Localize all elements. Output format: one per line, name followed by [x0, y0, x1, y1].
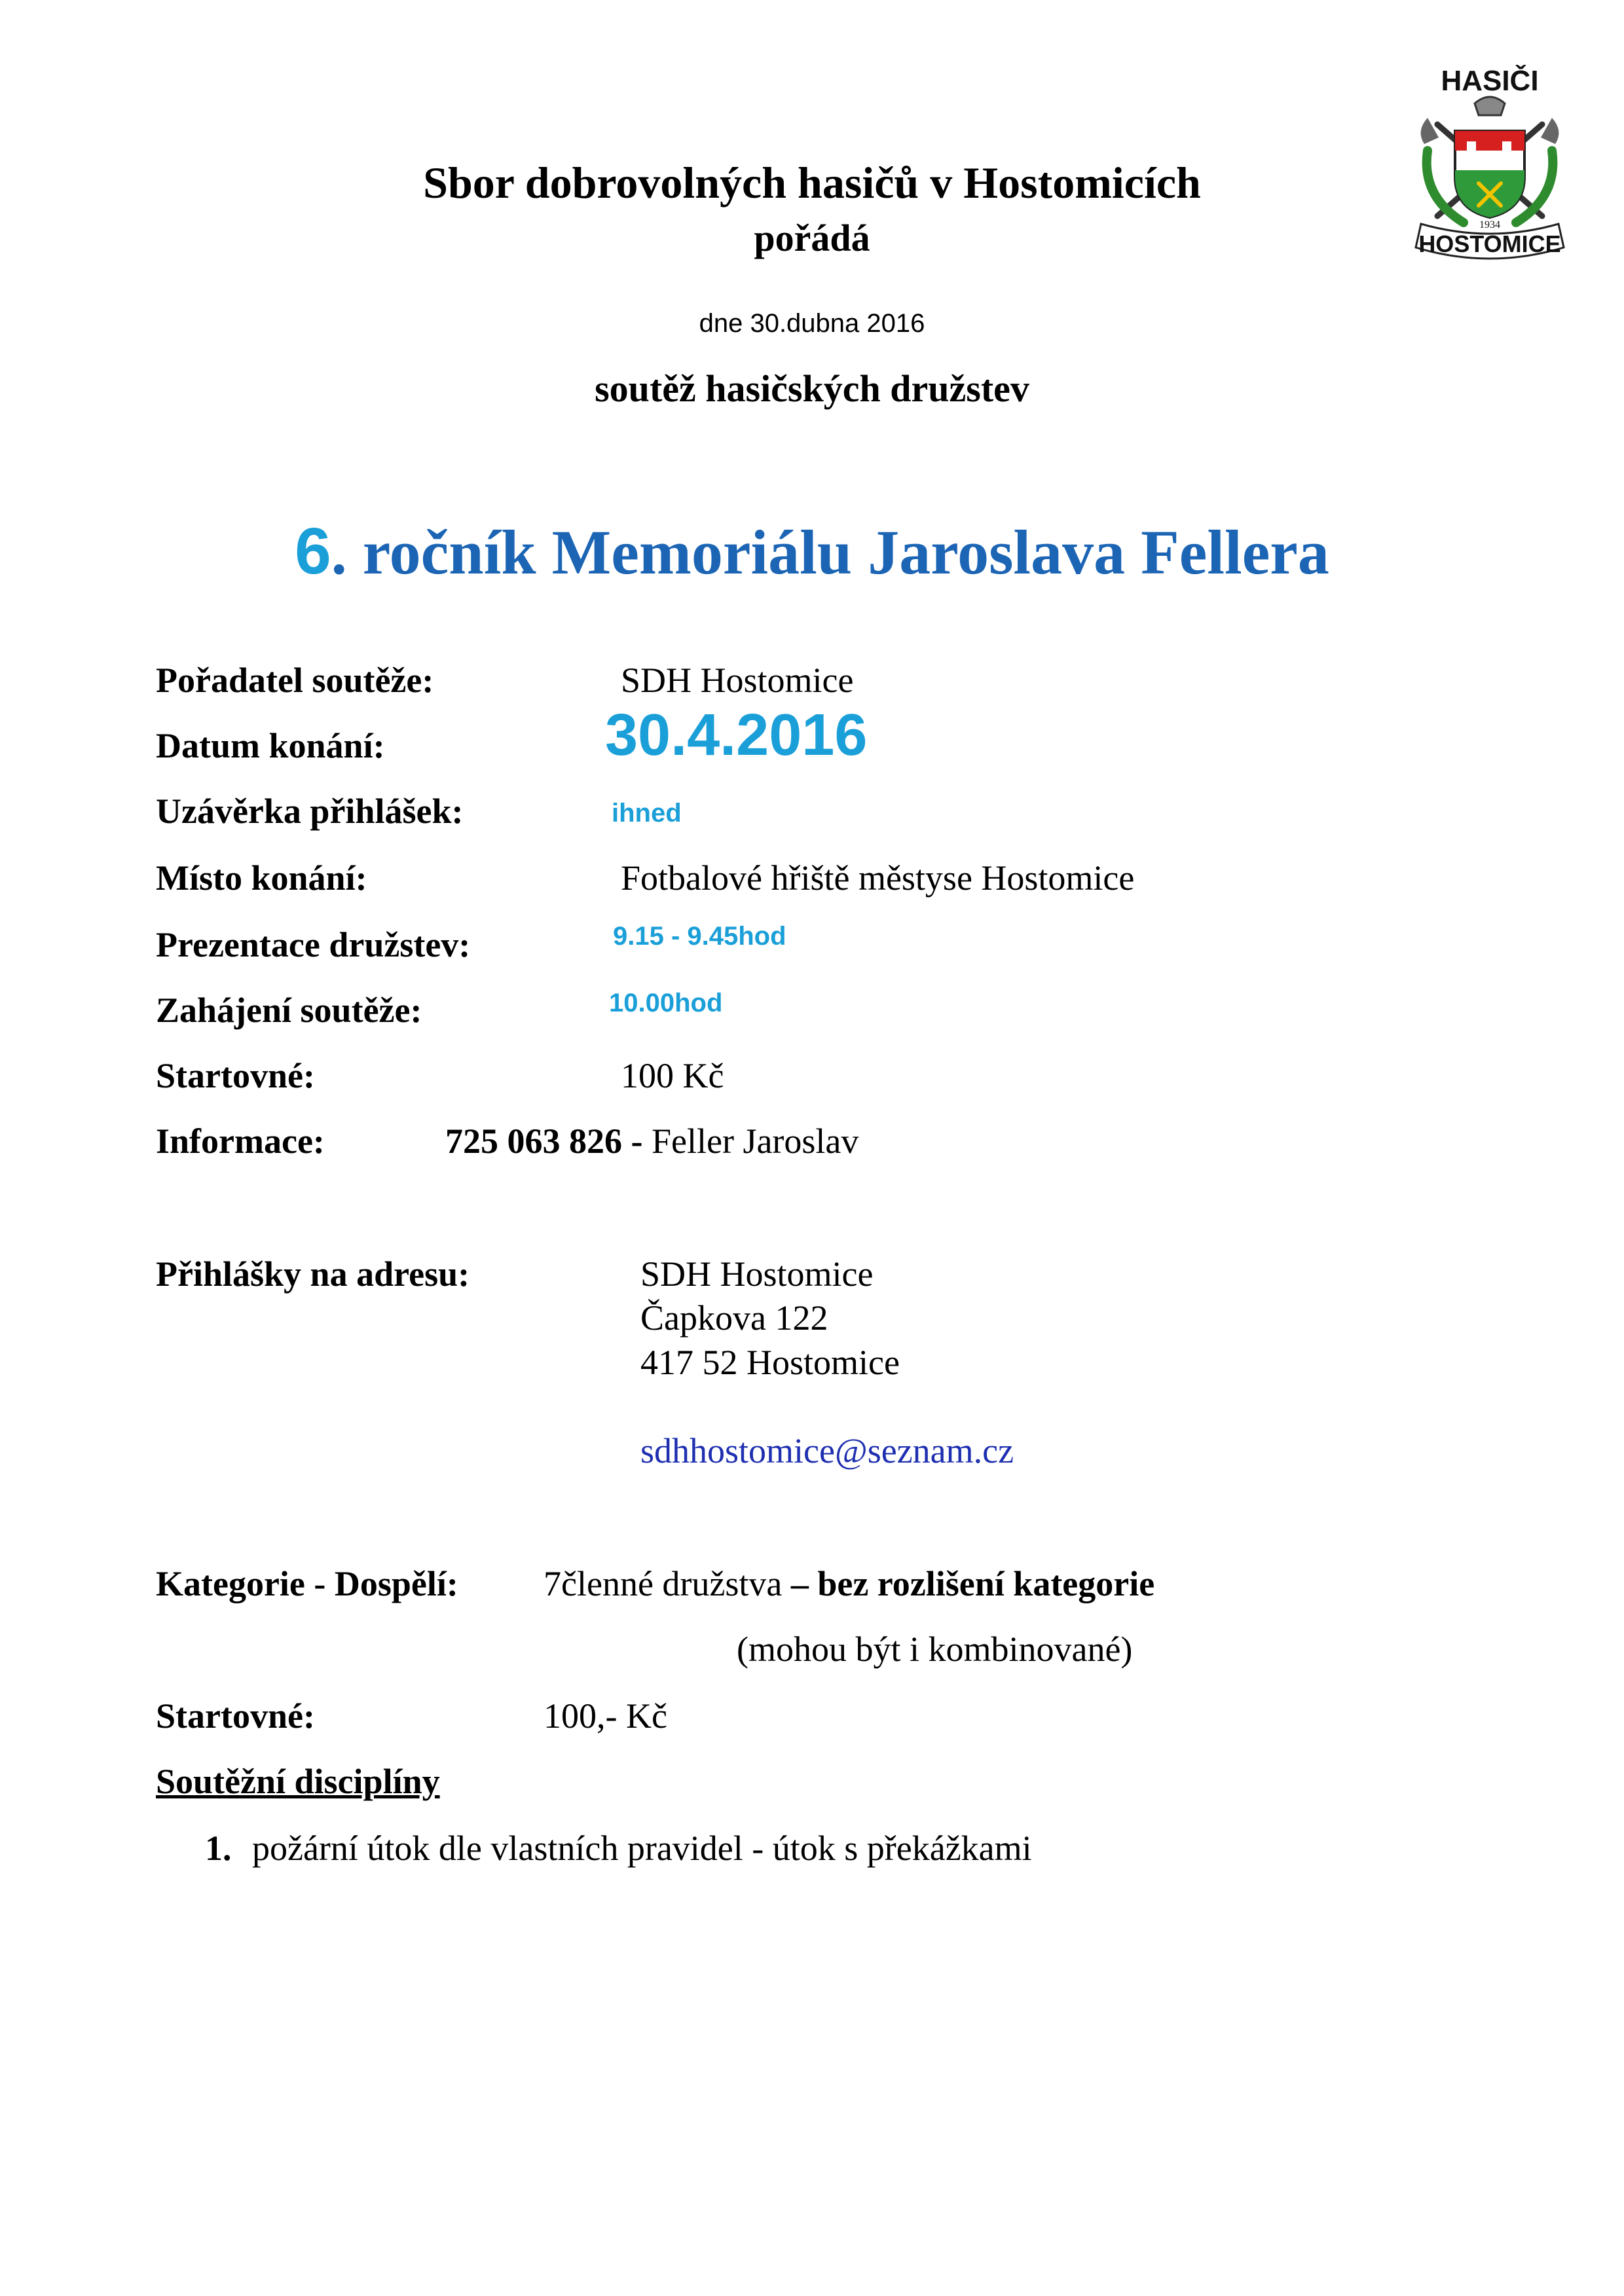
contact-line: [445, 1121, 858, 1161]
event-type-line: soutěž hasičských družstev: [595, 367, 1029, 410]
start-value: 10.00hod: [609, 989, 723, 1017]
svg-text:HOSTOMICE: HOSTOMICE: [1418, 230, 1561, 257]
svg-text:HASIČI: HASIČI: [1441, 65, 1539, 97]
main-title-text: . ročník Memoriálu Jaroslava Fellera: [331, 517, 1329, 587]
deadline-label: Uzávěrka přihlášek:: [156, 792, 464, 831]
deadline-value: ihned: [612, 799, 682, 828]
address-line-3: 417 52 Hostomice: [640, 1343, 900, 1382]
edition-number: 6: [295, 515, 331, 588]
fee-label: Startovné:: [156, 1056, 315, 1095]
organizer-label: Pořadatel soutěže:: [156, 661, 434, 700]
address-line-2: Čapkova 122: [640, 1298, 828, 1338]
disciplines-heading: Soutěžní disciplíny: [156, 1762, 440, 1801]
organizes-text: pořádá: [754, 217, 870, 259]
start-label: Zahájení soutěže:: [156, 991, 422, 1030]
main-title: [0, 514, 1624, 589]
org-title: Sbor dobrovolných hasičů v Hostomicích: [423, 158, 1201, 208]
fee-value: 100 Kč: [621, 1056, 724, 1095]
category-value: [544, 1563, 1154, 1604]
category-fee-value: 100,- Kč: [544, 1696, 667, 1736]
discipline-item: [205, 1828, 1032, 1868]
svg-text:1934: 1934: [1479, 219, 1500, 230]
address-line-1: SDH Hostomice: [640, 1254, 874, 1294]
presentation-label: Prezentace družstev:: [156, 925, 471, 964]
category-fee-label: Startovné:: [156, 1696, 315, 1736]
category-note: (mohou být i kombinované): [737, 1630, 1133, 1669]
date-label: Datum konání:: [156, 726, 385, 765]
email-link[interactable]: sdhhostomice@seznam.cz: [640, 1431, 1014, 1470]
event-date-line: dne 30.dubna 2016: [699, 309, 925, 338]
discipline-number: 1.: [205, 1829, 232, 1868]
contact-phone: 725 063 826 -: [445, 1121, 643, 1161]
contact-name: Feller Jaroslav: [651, 1121, 859, 1161]
hasici-hostomice-logo: [1401, 52, 1578, 268]
category-value-bold: – bez rozlišení kategorie: [790, 1564, 1155, 1603]
address-label: Přihlášky na adresu:: [156, 1254, 470, 1294]
presentation-value: 9.15 - 9.45hod: [613, 922, 786, 951]
category-label: Kategorie - Dospělí:: [156, 1564, 458, 1603]
place-value: Fotbalové hřiště městyse Hostomice: [621, 858, 1135, 898]
category-value-plain: 7členné družstva: [544, 1564, 783, 1603]
organizer-value: SDH Hostomice: [621, 661, 854, 700]
contact-label: Informace:: [156, 1121, 325, 1161]
discipline-text: požární útok dle vlastních pravidel - útok s překážkami: [252, 1829, 1032, 1868]
place-label: Místo konání:: [156, 858, 367, 898]
date-value: 30.4.2016: [605, 702, 868, 768]
